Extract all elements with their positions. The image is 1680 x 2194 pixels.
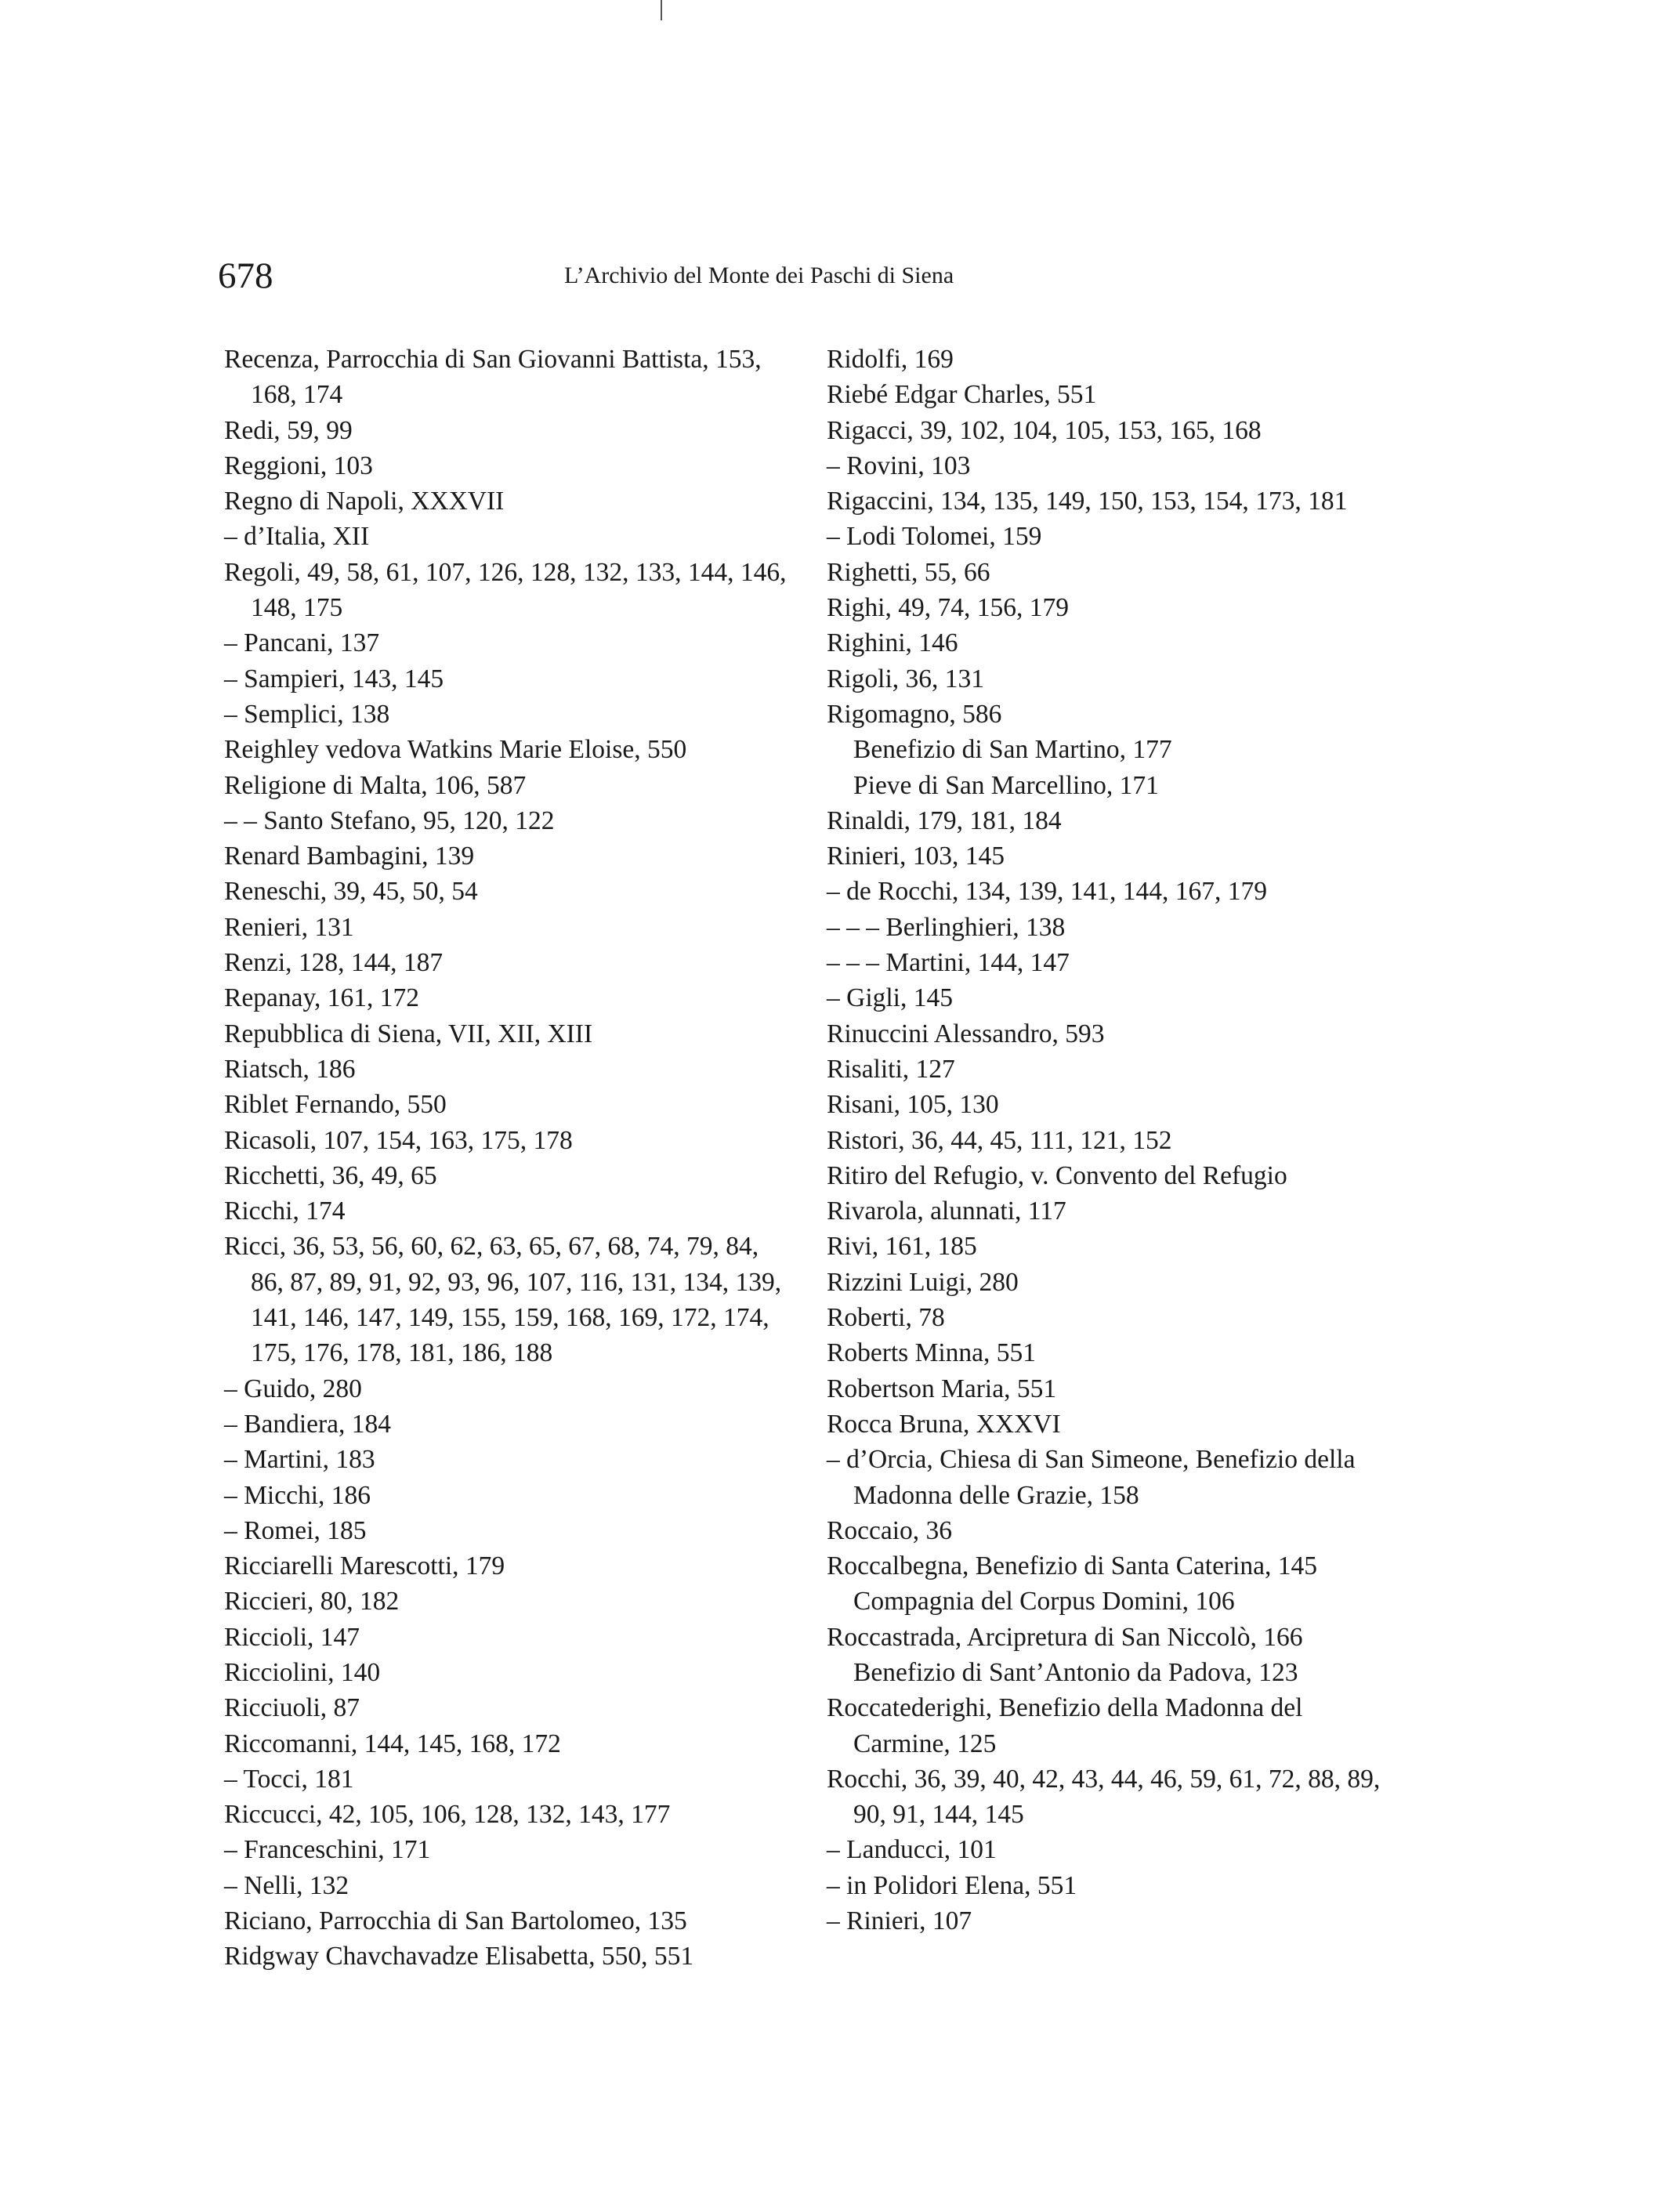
index-entry: – Pancani, 137 — [224, 628, 380, 658]
index-entry: – Landucci, 101 — [827, 1835, 997, 1865]
index-entry: – – – Martini, 144, 147 — [827, 948, 1070, 978]
index-entry: Renard Bambagini, 139 — [224, 842, 475, 871]
index-entry: Ricciuoli, 87 — [224, 1693, 360, 1723]
index-entry: – Micchi, 186 — [224, 1480, 371, 1510]
index-entry: Roccalbegna, Benefizio di Santa Caterina, 145 — [827, 1551, 1318, 1581]
index-entry: Rivarola, alunnati, 117 — [827, 1197, 1066, 1226]
index-column-left — [224, 342, 788, 1975]
index-entry: Reneschi, 39, 45, 50, 54 — [224, 877, 478, 907]
page-number: 678 — [218, 255, 273, 296]
index-entry: Righetti, 55, 66 — [827, 557, 990, 587]
index-entry: – Martini, 183 — [224, 1445, 375, 1475]
index-entry: Riebé Edgar Charles, 551 — [827, 380, 1097, 410]
index-entry: – Sampieri, 143, 145 — [224, 664, 444, 693]
index-entry: Ricciarelli Marescotti, 179 — [224, 1551, 505, 1581]
index-entry: Compagnia del Corpus Domini, 106 — [853, 1587, 1235, 1617]
index-entry: – Gigli, 145 — [827, 983, 953, 1013]
index-entry: Riccieri, 80, 182 — [224, 1587, 400, 1617]
index-entry: – in Polidori Elena, 551 — [827, 1870, 1077, 1900]
running-head: L’Archivio del Monte dei Paschi di Siena — [564, 262, 954, 288]
index-entry: Riccomanni, 144, 145, 168, 172 — [224, 1729, 561, 1758]
index-entry: – Rovini, 103 — [827, 451, 971, 480]
index-entry: – Guido, 280 — [224, 1374, 362, 1403]
index-entry: Rinaldi, 179, 181, 184 — [827, 806, 1062, 835]
index-entry: Roberti, 78 — [827, 1303, 945, 1333]
scan-mark — [661, 0, 662, 20]
index-entry: Rinieri, 103, 145 — [827, 842, 1005, 871]
index-column-right — [827, 342, 1399, 1939]
index-entry: Pieve di San Marcellino, 171 — [853, 770, 1159, 800]
index-entry: – d’Orcia, Chiesa di San Simeone, Benefizio della Madonna delle Grazie, 158 — [827, 1445, 1356, 1510]
index-entry: – de Rocchi, 134, 139, 141, 144, 167, 179 — [827, 877, 1268, 907]
index-entry: Rigomagno, 586 — [827, 699, 1002, 729]
index-entry: Redi, 59, 99 — [224, 415, 353, 445]
index-entry: Benefizio di Sant’Antonio da Padova, 123 — [853, 1657, 1298, 1687]
index-entry: Rigacci, 39, 102, 104, 105, 153, 165, 168 — [827, 415, 1262, 445]
index-entry: Reggioni, 103 — [224, 451, 373, 480]
index-entry: Ricciolini, 140 — [224, 1657, 381, 1687]
index-entry: – Tocci, 181 — [224, 1764, 354, 1794]
index-entry: Riatsch, 186 — [224, 1054, 356, 1084]
index-entry: Roberts Minna, 551 — [827, 1338, 1037, 1368]
index-entry: Religione di Malta, 106, 587 — [224, 770, 527, 800]
index-entry: Rocca Bruna, XXXVI — [827, 1409, 1061, 1439]
index-entry: Renzi, 128, 144, 187 — [224, 948, 444, 978]
index-entry: Ridgway Chavchavadze Elisabetta, 550, 551 — [224, 1942, 694, 1971]
index-entry: Ricchi, 174 — [224, 1197, 346, 1226]
index-entry: Riciano, Parrocchia di San Bartolomeo, 135 — [224, 1906, 687, 1936]
index-entry: Regoli, 49, 58, 61, 107, 126, 128, 132, 133, 144, 146, 148, 175 — [224, 557, 787, 623]
index-entry: Riblet Fernando, 550 — [224, 1090, 447, 1120]
index-entry: Ristori, 36, 44, 45, 111, 121, 152 — [827, 1125, 1172, 1155]
index-entry: Rivi, 161, 185 — [827, 1232, 977, 1262]
index-entry: Riccucci, 42, 105, 106, 128, 132, 143, 177 — [224, 1800, 671, 1830]
index-entry: Rinuccini Alessandro, 593 — [827, 1019, 1105, 1048]
index-entry: Ricasoli, 107, 154, 163, 175, 178 — [224, 1125, 573, 1155]
index-entry: – Lodi Tolomei, 159 — [827, 522, 1042, 552]
index-entry: – Franceschini, 171 — [224, 1835, 431, 1865]
index-entry: – Bandiera, 184 — [224, 1409, 392, 1439]
index-entry: Repanay, 161, 172 — [224, 983, 420, 1013]
index-entry: Regno di Napoli, XXXVII — [224, 487, 505, 516]
index-entry: – – Santo Stefano, 95, 120, 122 — [224, 806, 555, 835]
index-entry: Reighley vedova Watkins Marie Eloise, 550 — [224, 735, 687, 765]
index-entry: – Semplici, 138 — [224, 699, 390, 729]
index-entry: Repubblica di Siena, VII, XII, XIII — [224, 1019, 593, 1048]
index-entry: Ricci, 36, 53, 56, 60, 62, 63, 65, 67, 68, 74, 79, 84, 86, 87, 89, 91, 92, 93, 96, 107, 116, 131, 134, 139, 141, 146, 147, 149, 155, 159, 168, 169, 172, 174, 175, 176, 178, 181, 186, 188 — [224, 1232, 782, 1368]
index-entry: – – – Berlinghieri, 138 — [827, 912, 1066, 942]
index-entry: Risani, 105, 130 — [827, 1090, 999, 1120]
index-entry: Risaliti, 127 — [827, 1054, 955, 1084]
index-entry: Riccioli, 147 — [224, 1622, 360, 1652]
index-entry: – Nelli, 132 — [224, 1870, 349, 1900]
index-entry: Ritiro del Refugio, v. Convento del Refugio — [827, 1160, 1287, 1190]
index-entry: Roccaio, 36 — [827, 1515, 953, 1545]
index-entry: Righi, 49, 74, 156, 179 — [827, 593, 1069, 623]
index-entry: – Rinieri, 107 — [827, 1906, 972, 1936]
index-entry: Righini, 146 — [827, 628, 958, 658]
index-entry: Rizzini Luigi, 280 — [827, 1267, 1019, 1297]
index-entry: Recenza, Parrocchia di San Giovanni Battista, 153, 168, 174 — [224, 345, 762, 410]
index-entry: Ridolfi, 169 — [827, 345, 954, 374]
index-entry: – Romei, 185 — [224, 1515, 367, 1545]
index-entry: Benefizio di San Martino, 177 — [853, 735, 1172, 765]
index-entry: Roccatederighi, Benefizio della Madonna del Carmine, 125 — [827, 1693, 1303, 1758]
index-entry: Ricchetti, 36, 49, 65 — [224, 1160, 437, 1190]
index-entry: Rocchi, 36, 39, 40, 42, 43, 44, 46, 59, 61, 72, 88, 89, 90, 91, 144, 145 — [827, 1764, 1381, 1830]
index-entry: Roccastrada, Arcipretura di San Niccolò, 166 — [827, 1622, 1303, 1652]
index-entry: Rigoli, 36, 131 — [827, 664, 985, 693]
index-entry: Robertson Maria, 551 — [827, 1374, 1057, 1403]
index-entry: Renieri, 131 — [224, 912, 354, 942]
index-entry: Rigaccini, 134, 135, 149, 150, 153, 154, 173, 181 — [827, 487, 1348, 516]
index-entry: – d’Italia, XII — [224, 522, 370, 552]
